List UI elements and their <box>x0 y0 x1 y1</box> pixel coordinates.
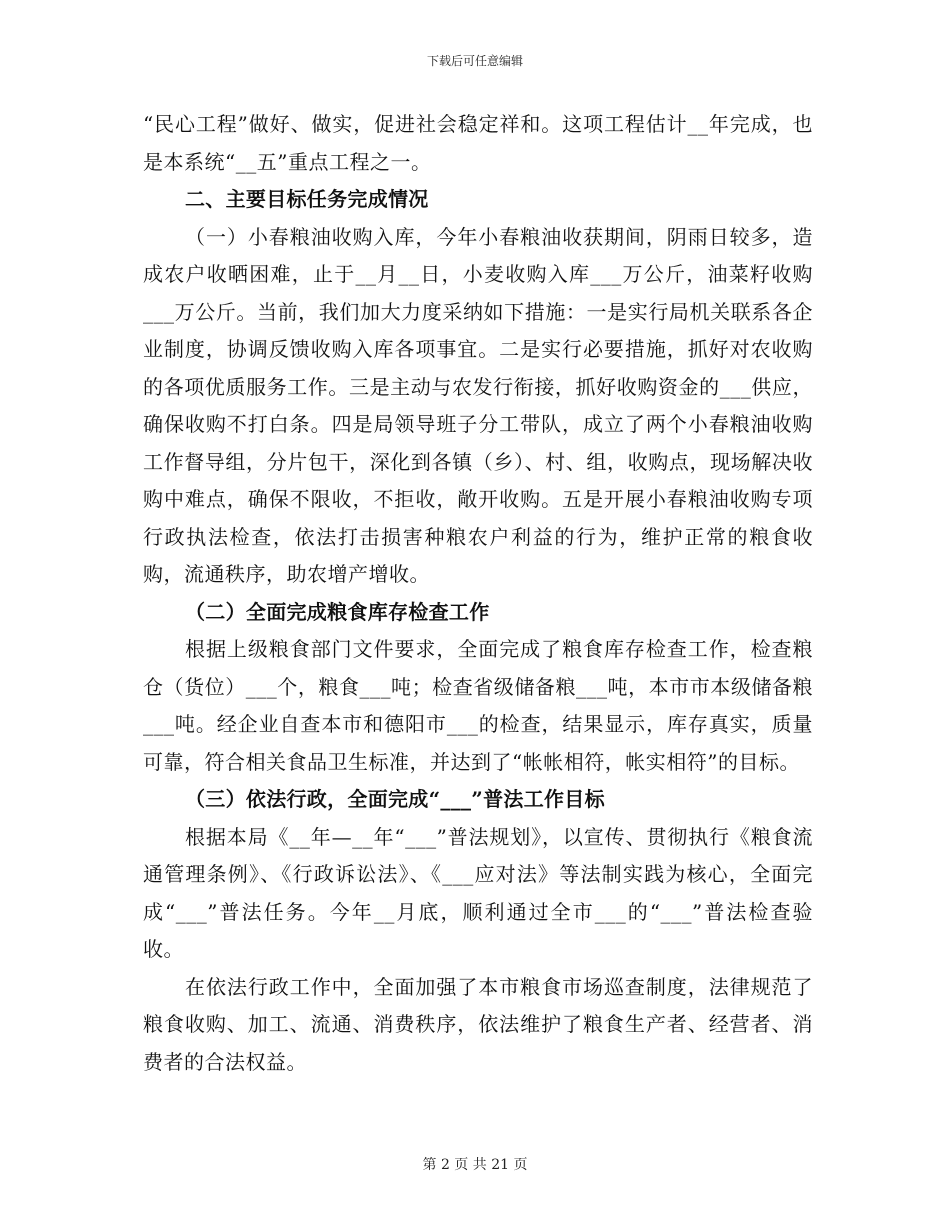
document-body <box>143 106 813 1081</box>
paragraph-intro: “民心工程”做好、做实，促进社会稳定祥和。这项工程估计__年完成，也是本系统“__五”重点工程之一。 <box>143 112 813 174</box>
paragraph-market-inspection: 在依法行政工作中，全面加强了本市粮食市场巡查制度，法律规范了粮食收购、加工、流通、消费秩序，依法维护了粮食生产者、经营者、消费者的合法权益。 <box>143 974 813 1074</box>
paragraph-inventory-check: 根据上级粮食部门文件要求，全面完成了粮食库存检查工作，检查粮仓（货位）___个，粮食___吨；检查省级储备粮___吨，本市市本级储备粮___吨。经企业自查本市和德阳市___的检查，结果显示，库存真实，质量可靠，符合相关食品卫生标准，并达到了“帐帐相符，帐实相符”的目标。 <box>143 637 813 774</box>
page-header: 下载后可任意编辑 <box>426 54 523 68</box>
section-heading-law-administration: （三）依法行政，全面完成“___”普法工作目标 <box>185 787 605 811</box>
paragraph-law-plan: 根据本局《__年—__年“___”普法规划》，以宣传、贯彻执行《粮食流通管理条例》、《行政诉讼法》、《___应对法》等法制实践为核心，全面完成“___”普法任务。今年__月底，顺利通过全市___的“___”普法检查验收。 <box>143 824 813 961</box>
page-footer: 第 2 页 共 21 页 <box>422 1157 528 1173</box>
paragraph-grain-purchase: （一）小春粮油收购入库，今年小春粮油收获期间，阴雨日较多，造成农户收晒困难，止于__月__日，小麦收购入库___万公斤，油菜籽收购___万公斤。当前，我们加大力度采纳如下措施：一是实行局机关联系各企业制度，协调反馈收购入库各项事宜。二是实行必要措施，抓好对农收购的各项优质服务工作。三是主动与农发行衔接，抓好收购资金的___供应，确保收购不打白条。四是局领导班子分工带队，成立了两个小春粮油收购工作督导组，分片包干，深化到各镇（乡）、村、组，收购点，现场解决收购中难点，确保不限收，不拒收，敞开收购。五是开展小春粮油收购专项行政执法检查，依法打击损害种粮农户利益的行为，维护正常的粮食收购，流通秩序，助农增产增收。 <box>143 224 813 586</box>
section-heading-inventory-check: （二）全面完成粮食库存检查工作 <box>185 599 490 624</box>
section-heading-main-goals: 二、主要目标任务完成情况 <box>185 187 429 211</box>
